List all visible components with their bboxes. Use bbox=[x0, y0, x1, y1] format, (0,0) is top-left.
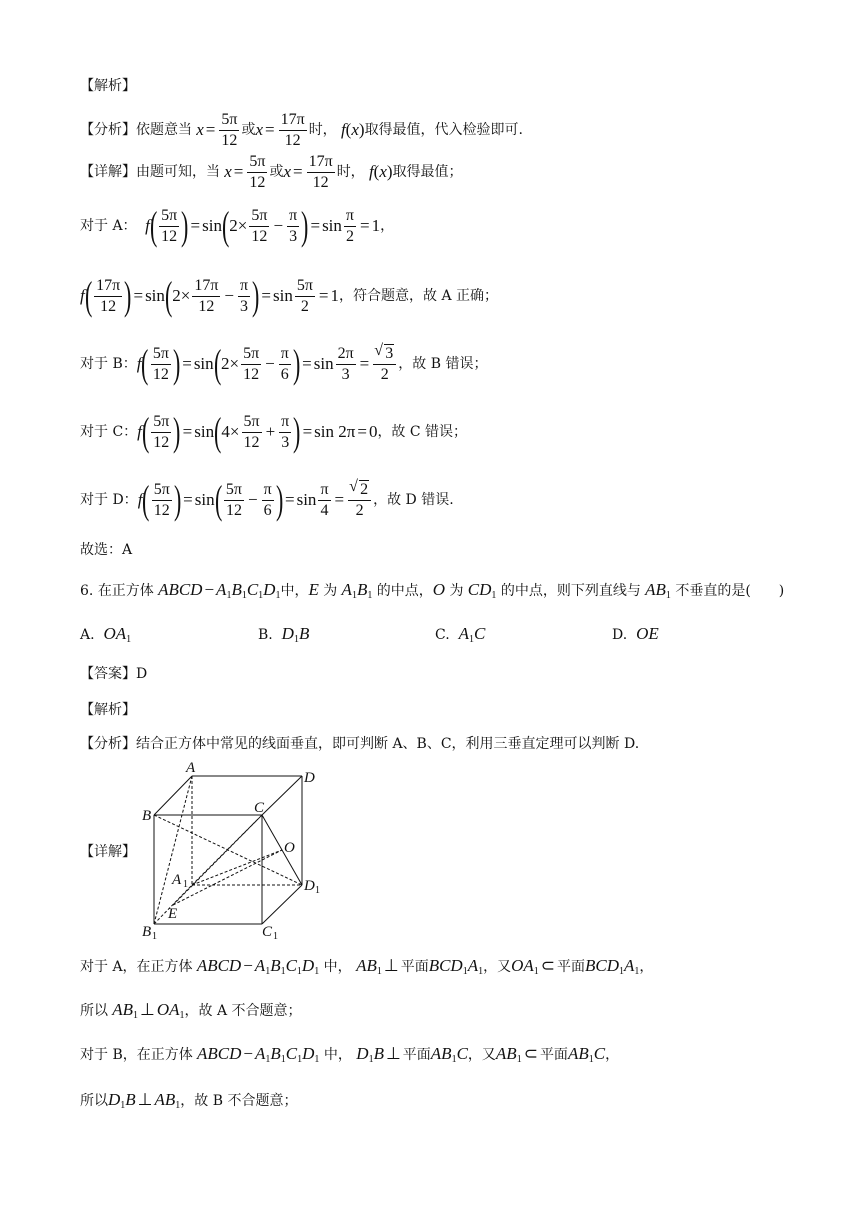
option-c-check-line: 对于 C： f ( $\frac{5\pi}{12}$ ) = sin ( 4× $\frac{5\pi}{12}$ + $\frac{\pi}{3}$ ) = sin 2π = 0 ，故 C 错误； bbox=[80, 409, 468, 454]
label-C1: C bbox=[262, 924, 273, 940]
label-A1: A bbox=[172, 872, 182, 888]
section-heading-analysis-2: 【解析】 bbox=[80, 702, 136, 718]
answer-line: 【答案】D bbox=[80, 666, 148, 682]
option-a-check-line-1: 对于 A： f ( $\frac{5\pi}{12}$ ) = sin ( 2× $\frac{5\pi}{12}$ − $\frac{\pi}{3}$ ) = sin $\frac{\pi}{2}$ = 1 ， bbox=[80, 203, 395, 248]
svg-text:1: 1 bbox=[273, 931, 278, 942]
choice-b[interactable]: B. $D_1B$ bbox=[258, 624, 310, 645]
section-heading-analysis: 【解析】 bbox=[80, 78, 136, 94]
detail-line: 【详解】 由题可知，当 x = $\frac{5\pi}{12}$ 或 x = $\frac{17\pi}{12}$ 时， f ( x ) 取得最值； bbox=[80, 152, 463, 191]
question-6-choices bbox=[80, 624, 780, 648]
label-B: B bbox=[142, 808, 152, 824]
label-B1: B bbox=[142, 924, 152, 940]
label-E: E bbox=[168, 906, 178, 922]
option-a-proof-line: 对于 A，在正方体 ABCD − $A_1B_1C_1D_1$ 中， $AB_1$ ⊥ 平面 $BCD_1A_1$ ，又 $OA_1$ ⊂ 平面 $BCD_1A_1$ ， bbox=[80, 956, 654, 977]
analysis-tag: 【分析】 bbox=[80, 122, 136, 138]
svg-text:1: 1 bbox=[183, 879, 188, 890]
analysis-line: 【分析】 依题意当 x = $\frac{5\pi}{12}$ 或 x = $\frac{17\pi}{12}$ 时， f ( x ) 取得最值，代入检验即可. bbox=[80, 110, 524, 149]
choice-c[interactable]: C. $A_1C$ bbox=[435, 624, 486, 645]
label-O: O bbox=[284, 840, 295, 856]
answer-choice-line: 故选：A bbox=[80, 542, 133, 558]
cube-diagram bbox=[138, 760, 328, 944]
svg-text:1: 1 bbox=[315, 885, 320, 896]
detail-tag: 【详解】 bbox=[80, 164, 136, 180]
option-d-check-line: 对于 D： f ( $\frac{5\pi}{12}$ ) = sin ( $\frac{5\pi}{12}$ − $\frac{\pi}{6}$ ) = sin $\frac{\pi}{4}$ = √ $\frac{2}{2}$ ，故 D 错误. bbox=[80, 476, 454, 524]
label-C: C bbox=[254, 800, 265, 816]
option-b-conclusion: 所以 $D_1B$ ⊥ $AB_1$ ，故 B 不合题意； bbox=[80, 1090, 298, 1111]
label-D1: D bbox=[304, 878, 315, 894]
option-b-proof-line: 对于 B，在正方体 ABCD − $A_1B_1C_1D_1$ 中， $D_1B$ ⊥ 平面 $AB_1C$ ，又 $AB_1$ ⊂ 平面 $AB_1C$ ， bbox=[80, 1044, 620, 1065]
choice-d[interactable]: D. OE bbox=[612, 624, 659, 643]
option-a-conclusion: 所以 $AB_1$ ⊥ $OA_1$ ，故 A 不合题意； bbox=[80, 1000, 302, 1021]
analysis-line-2: 【分析】结合正方体中常见的线面垂直，即可判断 A、B、C，利用三垂直定理可以判断 D. bbox=[80, 736, 640, 752]
label-A: A bbox=[186, 760, 196, 776]
svg-text:1: 1 bbox=[152, 931, 157, 942]
detail-tag-2: 【详解】 bbox=[80, 844, 136, 860]
question-6: 6. 在正方体 ABCD − $A_1B_1C_1D_1$ 中， E 为 $A_1B_1$ 的中点， O 为 $CD_1$ 的中点，则下列直线与 $AB_1$ 不垂直的是( ) bbox=[80, 580, 785, 601]
option-a-check-line-2: f ( $\frac{17\pi}{12}$ ) = sin ( 2× $\frac{17\pi}{12}$ − $\frac{\pi}{3}$ ) = sin $\frac{5\pi}{2}$ = 1 ，符合题意，故 A 正确； bbox=[80, 273, 499, 318]
label-D: D bbox=[304, 770, 315, 786]
option-b-check-line: 对于 B： f ( $\frac{5\pi}{12}$ ) = sin ( 2× $\frac{5\pi}{12}$ − $\frac{\pi}{6}$ ) = sin $\frac{2\pi}{3}$ = √ $\frac{3}{2}$ ，故 B 错误； bbox=[80, 340, 487, 388]
choice-a[interactable]: A. $OA_1$ bbox=[80, 624, 132, 645]
